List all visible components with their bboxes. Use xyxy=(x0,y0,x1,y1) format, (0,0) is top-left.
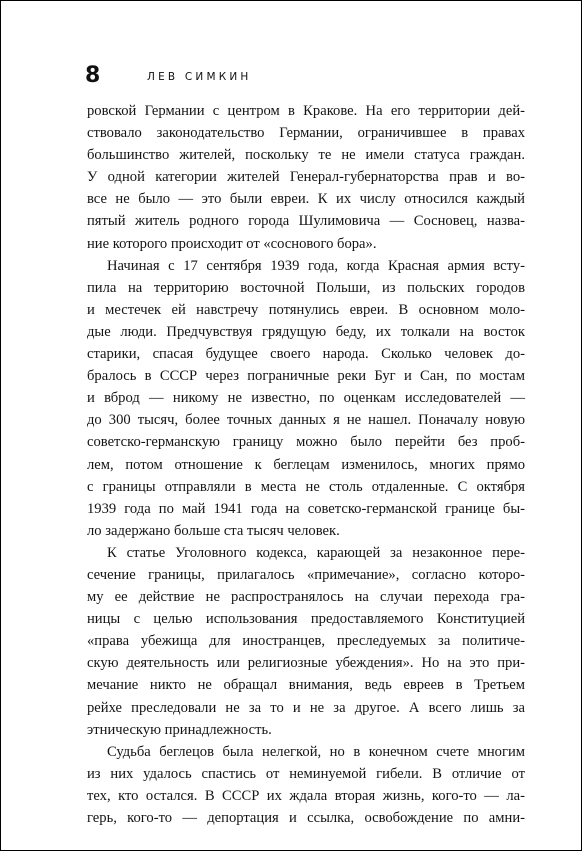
text-line: рейхе преследовали не за то и не за другое. А всего лишь за xyxy=(87,699,525,716)
text-line: ровской Германии с центром в Кракове. На его территории дей- xyxy=(87,103,525,119)
text-line: пятый житель родного города Шулимовича — Сосновец, назва- xyxy=(87,213,525,230)
text-line: Начиная с 17 сентября 1939 года, когда Красная армия всту- xyxy=(107,257,525,274)
text-line: мечание никто не обращал внимания, ведь евреев в Третьем xyxy=(87,677,525,694)
text-line: ние которого происходит от «соснового бора». xyxy=(87,235,377,252)
text-line: ло задержано больше ста тысяч человек. xyxy=(87,522,340,539)
text-line: К статье Уголовного кодекса, карающей за незаконное пере- xyxy=(107,544,525,561)
text-line: этническую принадлежность. xyxy=(87,721,272,738)
text-line: ницы с целью использования предоставляемого Конституцией xyxy=(87,611,525,628)
text-line: с границы отправляли в места не столь отдаленные. С октября xyxy=(87,478,525,495)
text-line: скую деятельность или религиозные убеждения». Но на это при- xyxy=(87,655,525,672)
text-line: старики, спасая будущее своего народа. Сколько человек до- xyxy=(87,346,525,363)
text-line: «права убежища для иностранцев, преследуемых за политиче- xyxy=(87,633,525,650)
text-line: советско-германскую границу можно было перейти без проб- xyxy=(87,434,525,451)
text-line: пила на территорию восточной Польши, из польских городов xyxy=(87,279,525,296)
text-line: лем, потом отношение к беглецам изменилось, многих прямо xyxy=(87,456,525,473)
text-line: сечение границы, прилагалось «примечание», согласно которо- xyxy=(87,566,525,583)
text-line: до 300 тысяч, более точных данных я не нашел. Поначалу новую xyxy=(87,412,525,429)
text-line: большинство жителей, поскольку те не имели статуса граждан. xyxy=(87,147,525,164)
text-line: тех, кто остался. В СССР их ждала вторая жизнь, кого-то — ла- xyxy=(87,787,525,804)
page-number: 8 xyxy=(85,63,101,88)
text-line: и вброд — никому не известно, по оценкам исследователей — xyxy=(87,390,525,407)
text-line: все не было — это были евреи. К их числу относился каждый xyxy=(87,191,525,208)
text-line: из них удалось спастись от неминуемой гибели. В отличие от xyxy=(87,765,525,782)
text-line: Судьба беглецов была нелегкой, но в конечном счете многим xyxy=(107,743,525,760)
text-line: дые люди. Предчувствуя грядущую беду, их толкали на восток xyxy=(87,323,525,340)
text-line: ствовало законодательство Германии, ограничившее в правах xyxy=(87,125,525,142)
text-line: У одной категории жителей Генерал-губернаторства прав и во- xyxy=(87,169,525,186)
text-line: бралось в СССР через пограничные реки Буг и Сан, по мостам xyxy=(87,368,525,385)
running-head-author: ЛЕВ СИМКИН xyxy=(147,71,252,83)
page-header xyxy=(85,63,525,91)
text-line: и местечек ей навстречу потянулись евреи. В основном моло- xyxy=(87,301,525,318)
text-line: герь, кого-то — депортация и ссылка, освобождение по амни- xyxy=(87,810,525,826)
text-line: 1939 года по май 1941 года на советско-германской границе бы- xyxy=(87,500,525,517)
text-line: му ее действие не распространялось на случаи перехода гра- xyxy=(87,589,525,606)
body-text xyxy=(87,100,525,829)
